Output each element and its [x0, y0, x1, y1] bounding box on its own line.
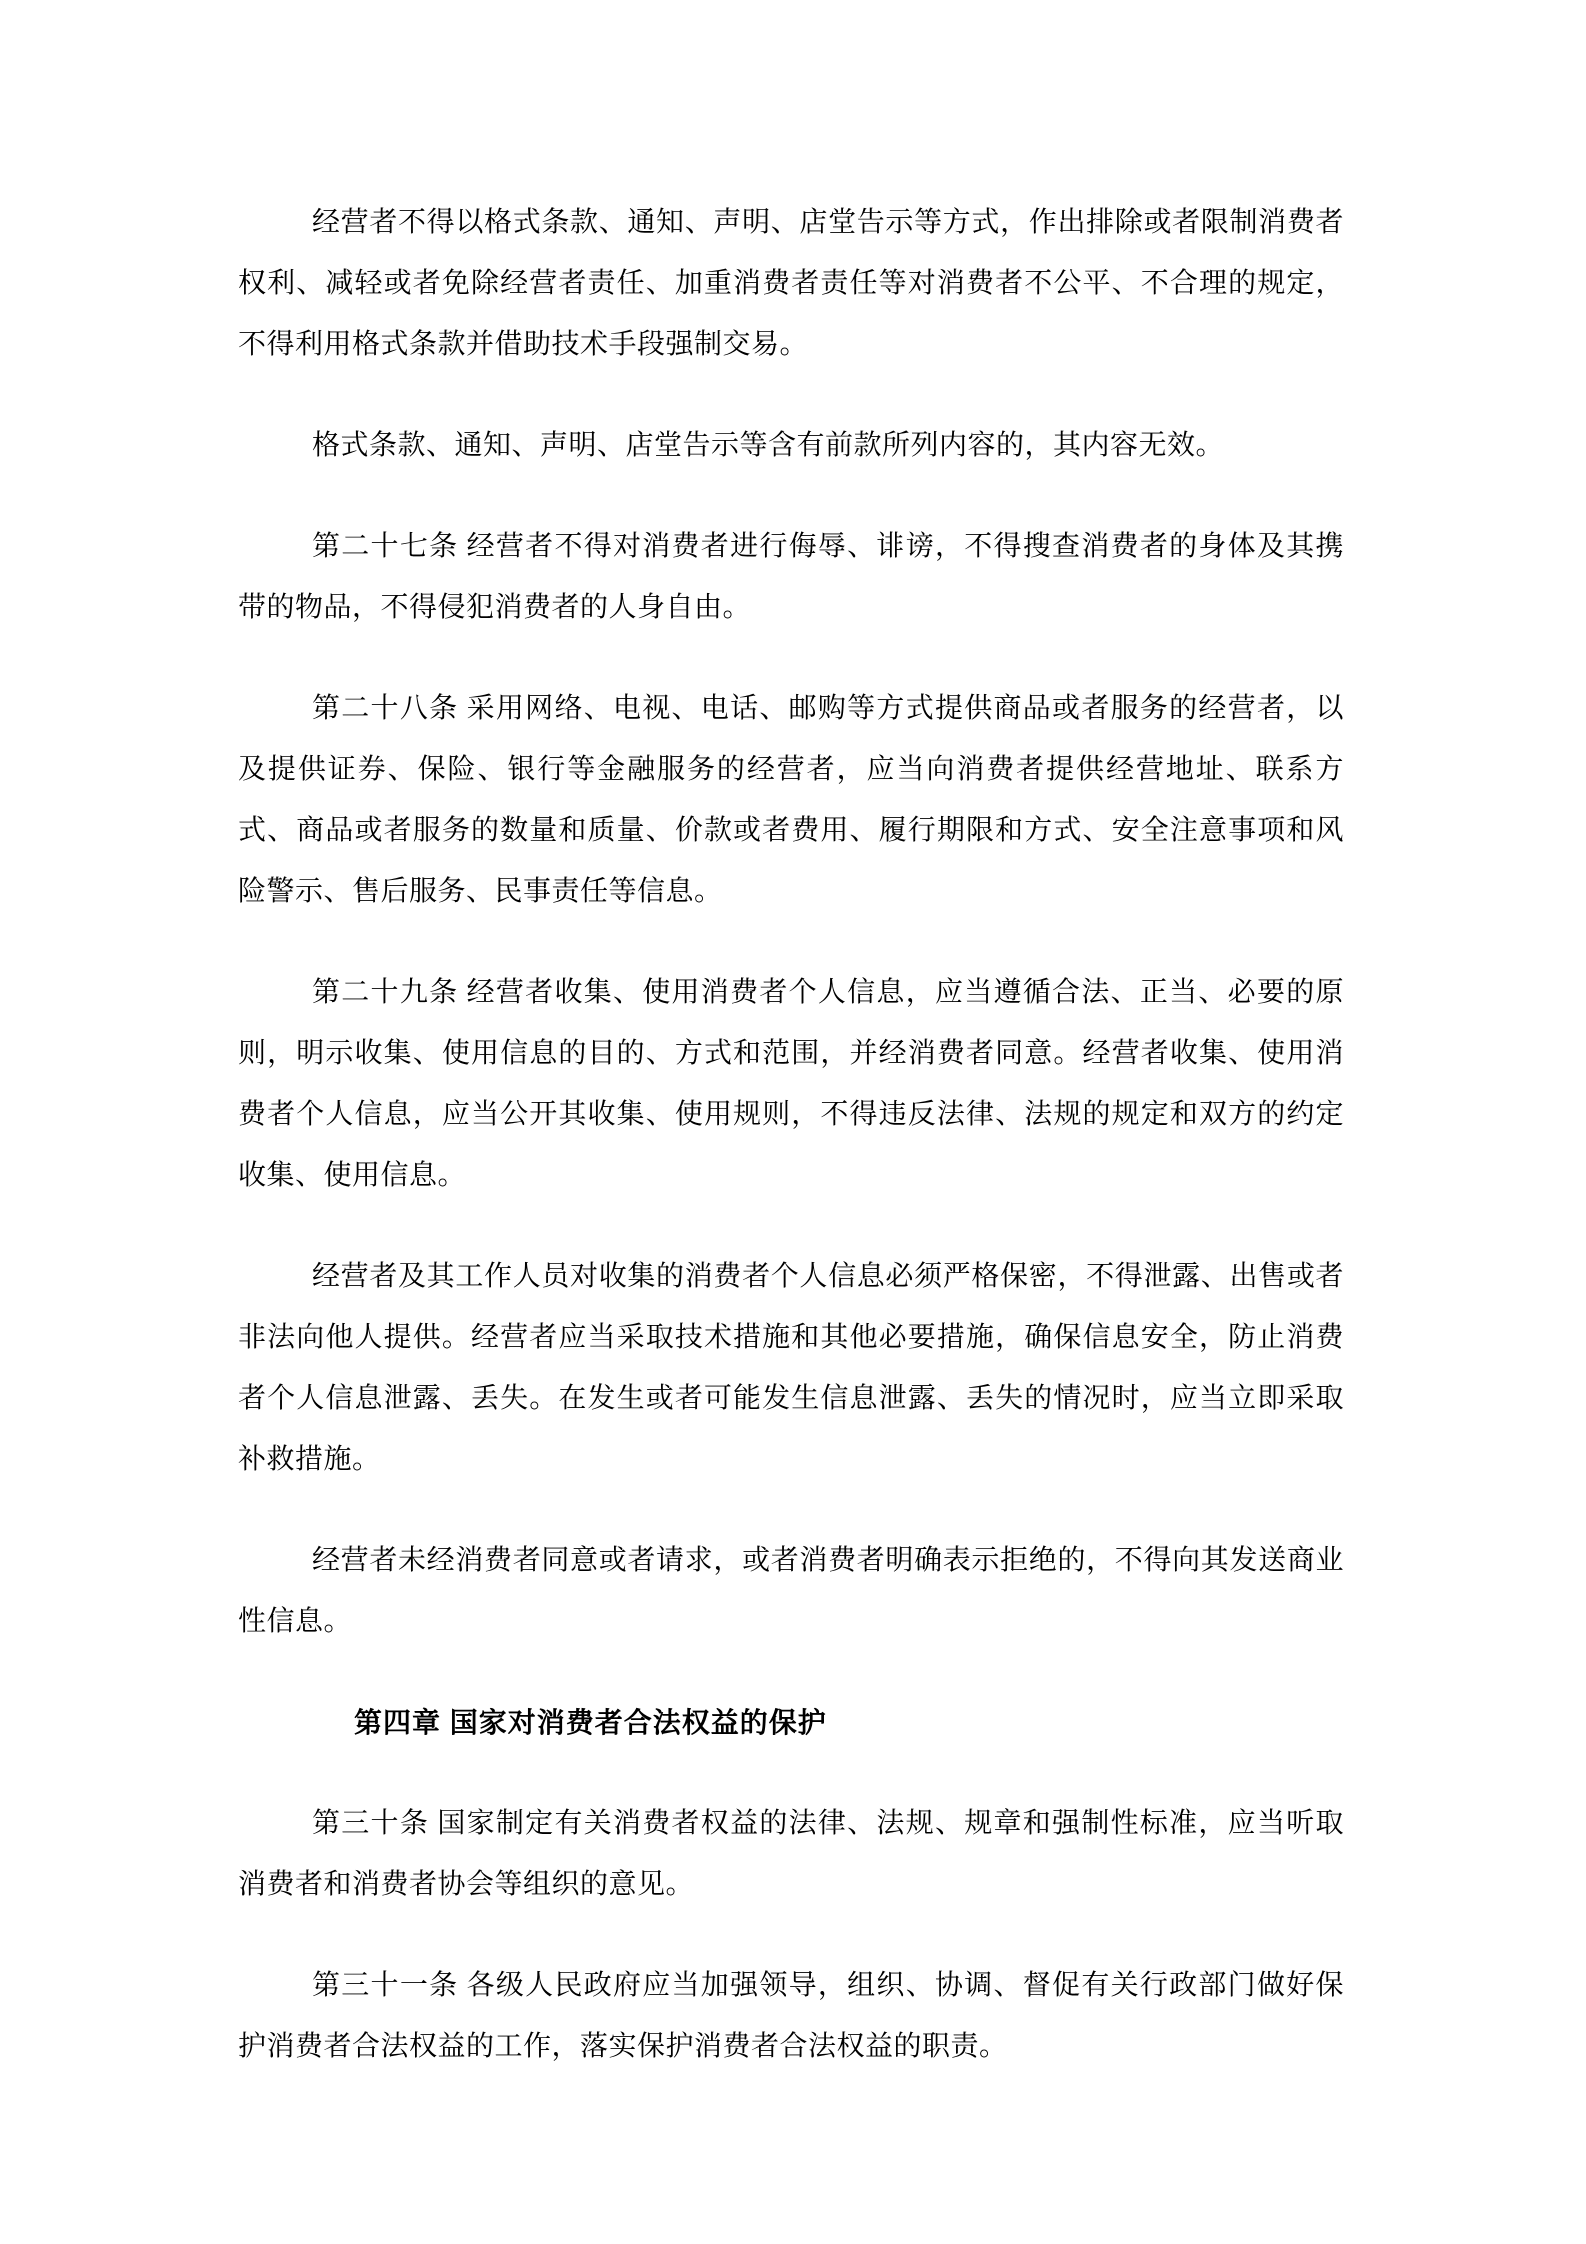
chapter-4-heading: 第四章 国家对消费者合法权益的保护 [354, 1707, 827, 1738]
paragraph-format-clause-invalid: 格式条款、通知、声明、店堂告示等含有前款所列内容的，其内容无效。 [312, 430, 1225, 461]
paragraph-article-27: 第二十七条 经营者不得对消费者进行侮辱、诽谤，不得搜查消费者的身体及其携带的物品，不得侵犯消费者的人身自由。 [238, 531, 1344, 623]
paragraph-format-clause-prohibition: 经营者不得以格式条款、通知、声明、店堂告示等方式，作出排除或者限制消费者权利、减轻或者免除经营者责任、加重消费者责任等对消费者不公平、不合理的规定，不得利用格式条款并借助技术手段强制交易。 [238, 207, 1344, 360]
paragraph-article-31: 第三十一条 各级人民政府应当加强领导，组织、协调、督促有关行政部门做好保护消费者合法权益的工作，落实保护消费者合法权益的职责。 [238, 1970, 1344, 2062]
paragraph-article-29-confidentiality: 经营者及其工作人员对收集的消费者个人信息必须严格保密，不得泄露、出售或者非法向他人提供。经营者应当采取技术措施和其他必要措施，确保信息安全，防止消费者个人信息泄露、丢失。在发生或者可能发生信息泄露、丢失的情况时，应当立即采取补救措施。 [238, 1261, 1344, 1475]
paragraph-article-29-commercial-info: 经营者未经消费者同意或者请求，或者消费者明确表示拒绝的，不得向其发送商业性信息。 [238, 1545, 1344, 1637]
paragraph-article-29: 第二十九条 经营者收集、使用消费者个人信息，应当遵循合法、正当、必要的原则，明示收集、使用信息的目的、方式和范围，并经消费者同意。经营者收集、使用消费者个人信息，应当公开其收集、使用规则，不得违反法律、法规的规定和双方的约定收集、使用信息。 [238, 977, 1344, 1191]
paragraph-article-30: 第三十条 国家制定有关消费者权益的法律、法规、规章和强制性标准，应当听取消费者和消费者协会等组织的意见。 [238, 1808, 1344, 1900]
paragraph-article-28: 第二十八条 采用网络、电视、电话、邮购等方式提供商品或者服务的经营者，以及提供证券、保险、银行等金融服务的经营者，应当向消费者提供经营地址、联系方式、商品或者服务的数量和质量、价款或者费用、履行期限和方式、安全注意事项和风险警示、售后服务、民事责任等信息。 [238, 693, 1344, 907]
document-body [238, 192, 1344, 2117]
